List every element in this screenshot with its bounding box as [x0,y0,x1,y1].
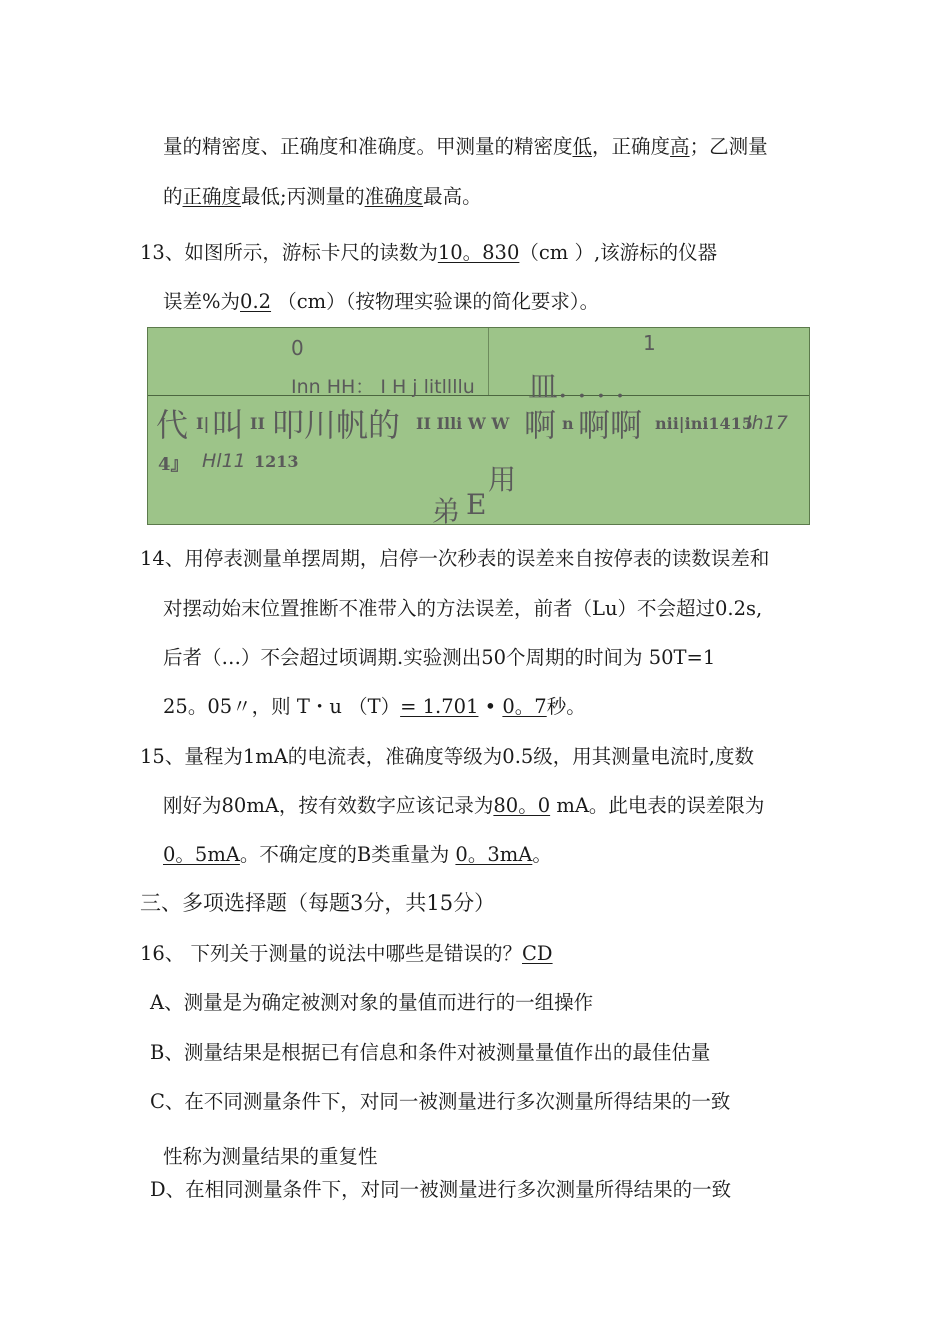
scale-divider [148,395,809,396]
text-line: 的正确度最低;丙测量的准确度最高。 [163,185,482,208]
option-a: A、测量是为确定被测对象的量值而进行的一组操作 [150,991,594,1014]
scale-label-1: 1 [643,331,656,355]
figure-text: 弟 [432,495,461,525]
figure-text: 用 [488,463,517,496]
figure-text: Hl11 [202,450,246,472]
vernier-caliper-figure [147,327,810,525]
option-c: C、在不同测量条件下，对同一被测量进行多次测量所得结果的一致 [150,1090,731,1113]
answer-blank: 0。5mA [163,843,240,866]
scale-tick [488,328,489,395]
answer-blank: 80。0 [493,794,551,817]
figure-text: Ih17 [746,412,788,434]
answer-blank: 0。7 [502,695,547,718]
answer-blank: 正确度 [182,185,242,208]
figure-text: I| [196,414,210,433]
figure-text: 代 [156,406,189,444]
figure-text: n [562,414,574,433]
figure-text: II [250,414,265,433]
answer-blank: 10。830 [437,241,520,264]
scale-label-0: 0 [291,336,304,360]
figure-text: 皿. . . . [528,370,625,405]
figure-text: 叫 [212,406,245,444]
answer-blank: = 1.701 [400,695,479,718]
answer-blank: CD [522,942,553,965]
answer-blank: 高 [670,135,690,158]
section-heading: 三、多项选择题（每题3分，共15分） [140,891,496,915]
text-line: 刚好为80mA，按有效数字应该记录为80。0 mA。此电表的误差限为 [163,794,765,817]
figure-text: II Illi W W [416,414,510,433]
question-14: 14、用停表测量单摆周期，启停一次秒表的误差来自按停表的读数误差和 [140,547,770,570]
text-line: 误差%为0.2 （cm）（按物理实验课的简化要求）。 [163,290,600,313]
figure-text: Inn HH： I H j litllllu [291,376,475,398]
question-16: 16、 下列关于测量的说法中哪些是错误的？CD [140,942,553,965]
figure-text: 叩川帆的 [272,406,401,444]
text-line: 25。05〃，则 T・u （T）= 1.701 • 0。7秒。 [163,695,586,718]
answer-blank: 0.2 [240,290,272,313]
text-line: 0。5mA。不确定度的B类重量为 0。3mA。 [163,843,552,866]
text-line: 对摆动始末位置推断不准带入的方法误差，前者（Lu）不会超过0.2s, [163,597,763,620]
text-line: 性称为测量结果的重复性 [163,1145,378,1168]
question-15: 15、量程为1mA的电流表，准确度等级为0.5级，用其测量电流时,度数 [140,745,755,768]
question-13: 13、如图所示，游标卡尺的读数为10。830（cm ）,该游标的仪器 [140,241,718,264]
text-line: 量的精密度、正确度和准确度。甲测量的精密度低，正确度高；乙测量 [163,135,768,158]
figure-text: E [466,488,487,521]
figure-text: 啊啊 [578,406,643,444]
figure-text: 1213 [254,452,299,471]
option-b: B、测量结果是根据已有信息和条件对被测量量值作出的最佳估量 [150,1041,711,1064]
answer-blank: 低 [572,135,593,158]
answer-blank: 0。3mA [455,843,533,866]
answer-blank: 准确度 [364,185,424,208]
option-d: D、在相同测量条件下，对同一被测量进行多次测量所得结果的一致 [150,1178,732,1201]
text-line: 后者（…）不会超过顷调期.实验测出50个周期的时间为 50T=1 [163,646,716,669]
figure-text: 4』 [158,454,189,475]
figure-text: 啊 [524,406,557,444]
figure-text: nii|ini1415 [655,414,753,433]
